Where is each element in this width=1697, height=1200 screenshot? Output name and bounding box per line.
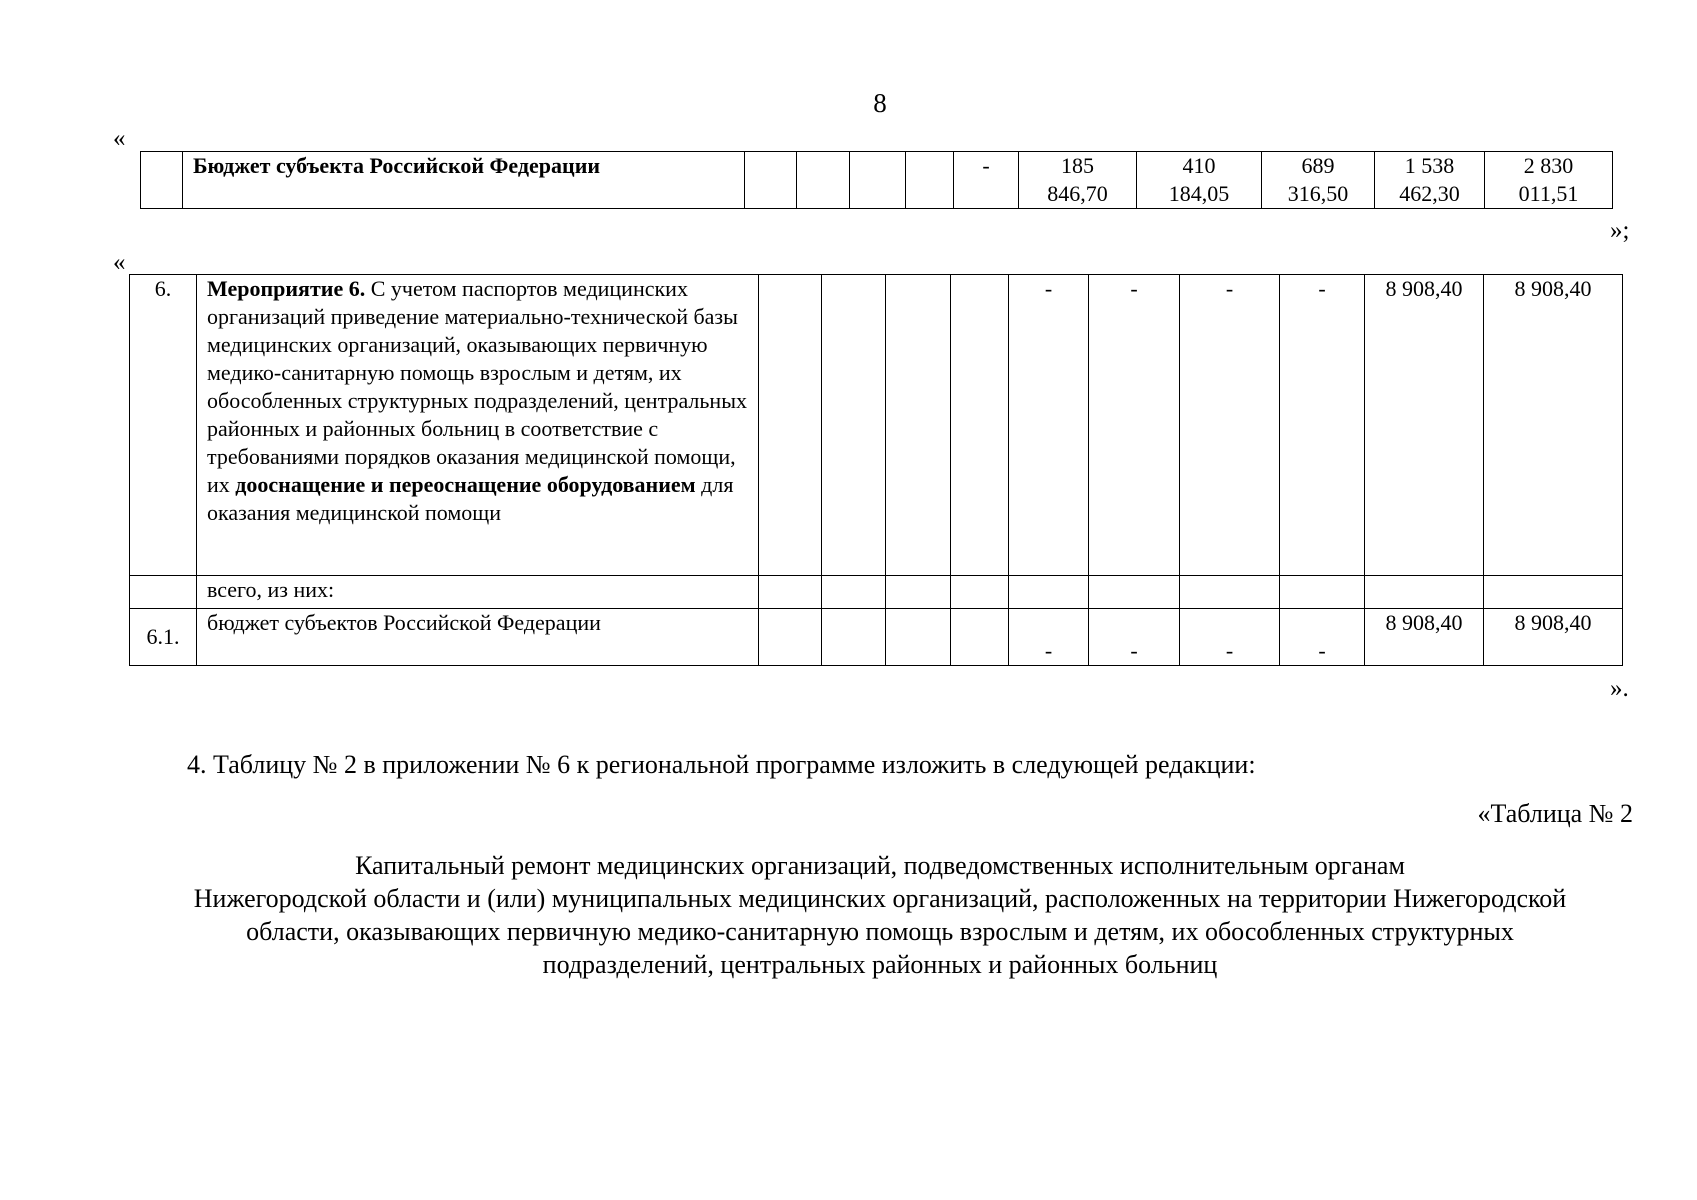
dash-cell: - xyxy=(1089,609,1180,666)
empty-cell xyxy=(951,275,1009,576)
table-caption xyxy=(0,849,1697,981)
empty-cell xyxy=(745,152,797,209)
empty-cell xyxy=(1280,576,1365,609)
value-cell: 1 538 462,30 xyxy=(1375,152,1485,209)
dash-cell: - xyxy=(1280,609,1365,666)
caption-line: подразделений, центральных районных и районных больниц xyxy=(542,950,1218,979)
value-cell: 2 830 011,51 xyxy=(1485,152,1613,209)
measure-6-table xyxy=(129,274,1623,666)
open-quote-2: « xyxy=(113,249,126,276)
row-number-cell xyxy=(141,152,183,209)
table-row xyxy=(130,609,1623,666)
row-number: 6.1. xyxy=(130,609,197,666)
empty-cell xyxy=(886,576,951,609)
value-cell: 8 908,40 xyxy=(1484,609,1623,666)
value-cell: 410 184,05 xyxy=(1137,152,1262,209)
empty-cell xyxy=(822,609,886,666)
empty-cell xyxy=(822,576,886,609)
open-quote-1: « xyxy=(113,125,126,152)
budget-label: Бюджет субъекта Российской Федерации xyxy=(183,152,745,209)
amendment-paragraph: 4. Таблицу № 2 в приложении № 6 к региональной программе изложить в следующей редакции: xyxy=(187,750,1256,779)
empty-cell xyxy=(759,275,822,576)
budget-table-fragment xyxy=(140,151,1613,209)
table-row xyxy=(130,576,1623,609)
table-label: «Таблица № 2 xyxy=(1477,799,1633,828)
page-number: 8 xyxy=(873,88,887,118)
empty-cell xyxy=(886,275,951,576)
empty-cell xyxy=(1484,576,1623,609)
dash-cell: - xyxy=(1180,275,1280,576)
caption-line: Капитальный ремонт медицинских организаций, подведомственных исполнительным органам xyxy=(355,851,1405,880)
budget-label: бюджет субъектов Российской Федерации xyxy=(197,609,759,666)
dash-cell: - xyxy=(1180,609,1280,666)
table-row xyxy=(141,152,1613,209)
empty-cell xyxy=(886,609,951,666)
close-quote-semicolon: »; xyxy=(1610,217,1630,244)
row-number: 6. xyxy=(130,275,197,576)
dash-cell: - xyxy=(1089,275,1180,576)
empty-cell xyxy=(951,609,1009,666)
empty-cell xyxy=(822,275,886,576)
empty-cell xyxy=(850,152,906,209)
empty-cell xyxy=(906,152,954,209)
caption-line: Нижегородской области и (или) муниципальных медицинских организаций, расположенных на территории Нижегородской xyxy=(193,884,1567,913)
empty-cell xyxy=(1089,576,1180,609)
measure-description: Мероприятие 6. С учетом паспортов медицинских организаций приведение материально-технической базы медицинских организаций, оказывающих первичную медико-санитарную помощь взрослым и детям, их обособленных структурных подразделений, центральных районных и районных больниц в соответствие с требованиями порядков оказания медицинской помощи, их дооснащение и переоснащение оборудованием для оказания медицинской помощи xyxy=(197,275,759,576)
value-cell: 185 846,70 xyxy=(1019,152,1137,209)
value-cell: 8 908,40 xyxy=(1484,275,1623,576)
dash-cell: - xyxy=(1009,609,1089,666)
dash-cell: - xyxy=(1009,275,1089,576)
value-cell: 689 316,50 xyxy=(1262,152,1375,209)
dash-cell: - xyxy=(954,152,1019,209)
table-row xyxy=(130,275,1623,576)
empty-cell xyxy=(797,152,850,209)
caption-line: области, оказывающих первичную медико-санитарную помощь взрослым и детям, их обособленных структурных xyxy=(246,917,1514,946)
value-cell: 8 908,40 xyxy=(1365,275,1484,576)
empty-cell xyxy=(130,576,197,609)
empty-cell xyxy=(1365,576,1484,609)
value-cell: 8 908,40 xyxy=(1365,609,1484,666)
total-label: всего, из них: xyxy=(197,576,759,609)
empty-cell xyxy=(759,576,822,609)
dash-cell: - xyxy=(1280,275,1365,576)
empty-cell xyxy=(951,576,1009,609)
close-quote-period: ». xyxy=(1610,675,1629,702)
empty-cell xyxy=(759,609,822,666)
empty-cell xyxy=(1009,576,1089,609)
empty-cell xyxy=(1180,576,1280,609)
